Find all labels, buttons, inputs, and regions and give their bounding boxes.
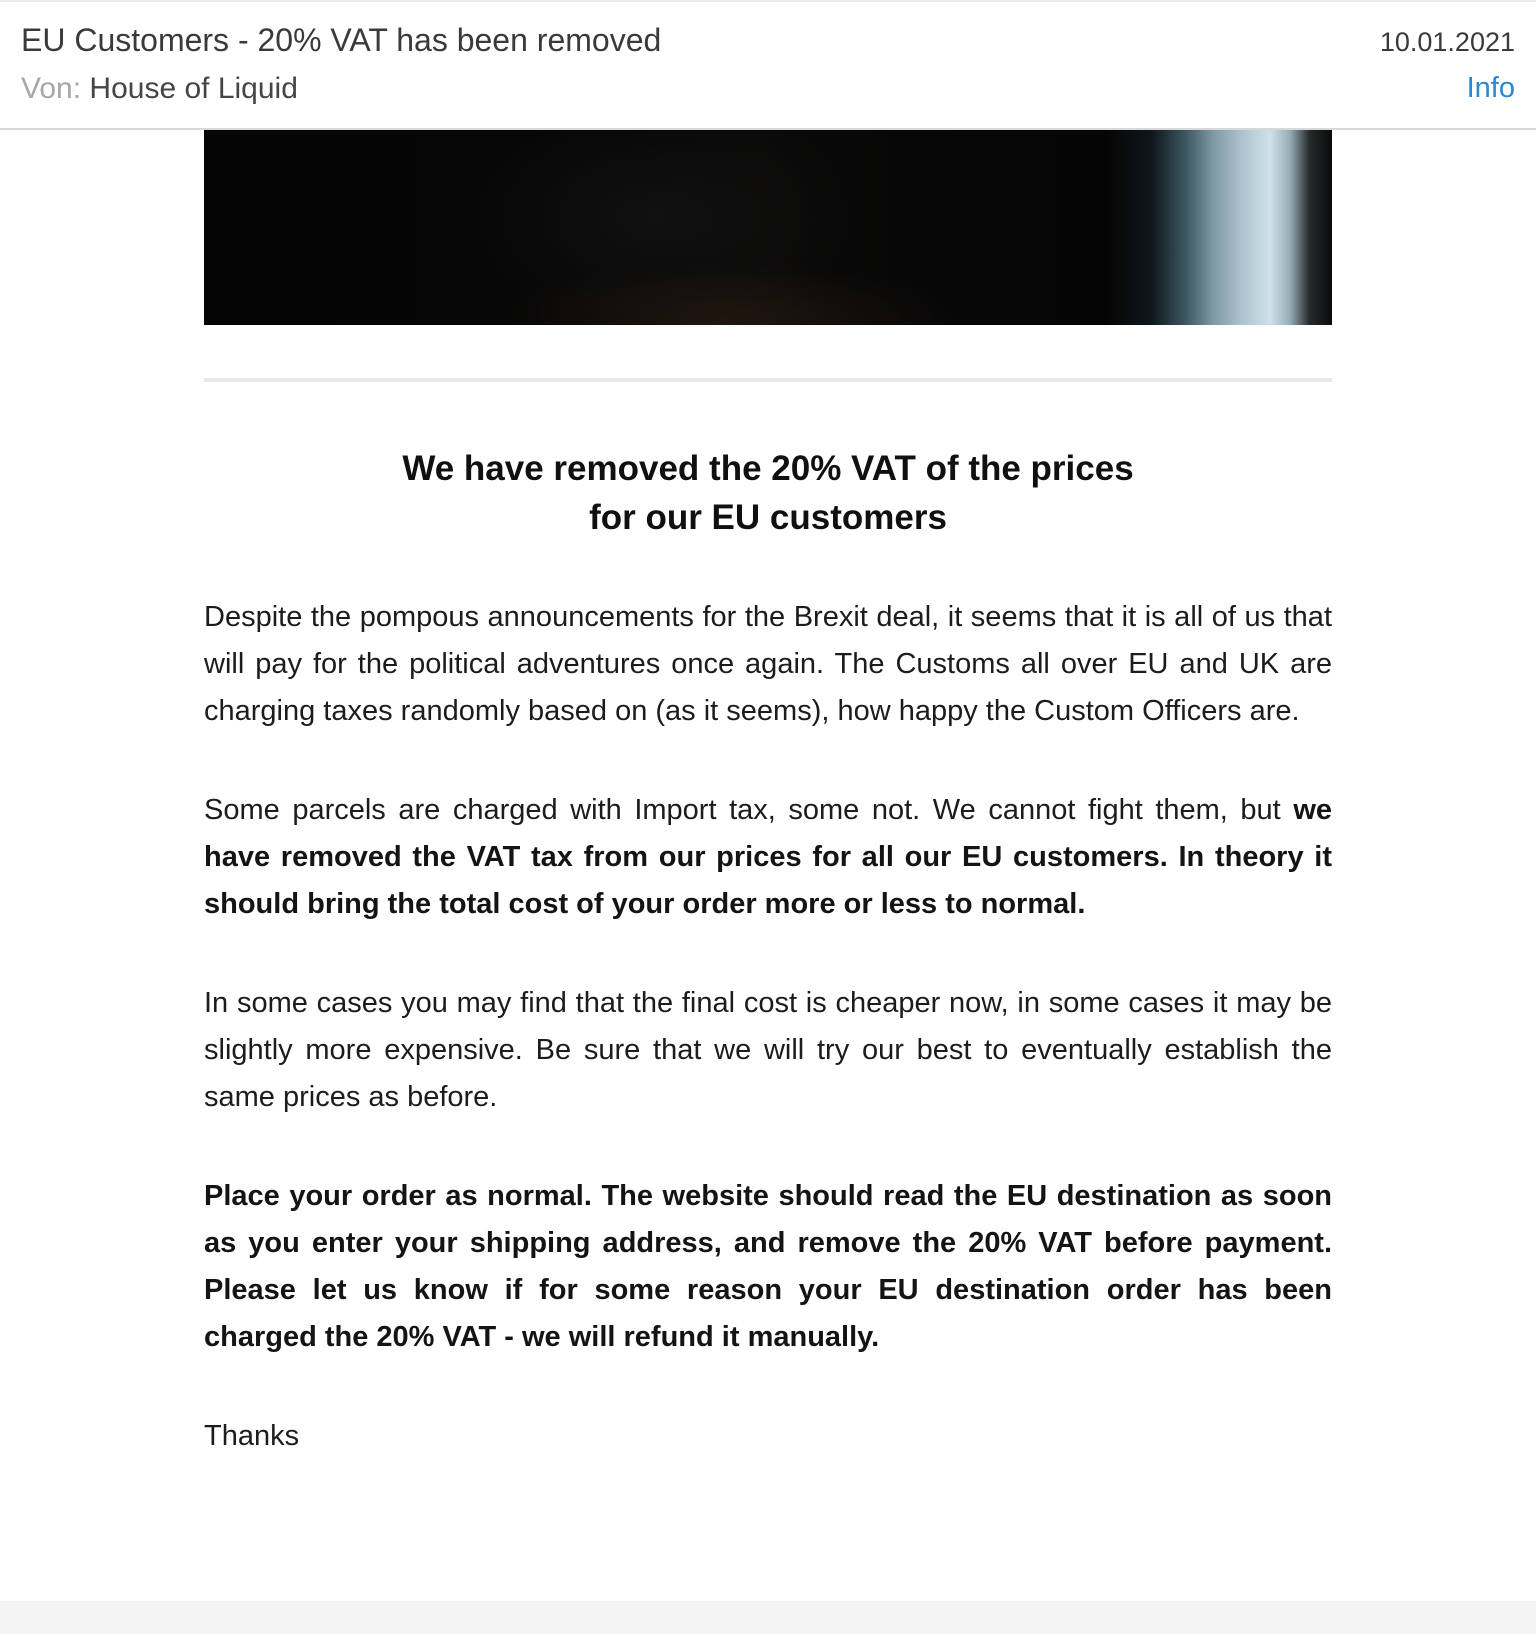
subject-row: [21, 22, 1515, 59]
email-heading: [204, 444, 1332, 542]
email-text: [204, 594, 1332, 1460]
info-link[interactable]: Info: [1466, 72, 1515, 104]
paragraph-vat-removed: [204, 787, 1332, 928]
paragraph-brexit: Despite the pompous announcements for the Brexit deal, it seems that it is all of us that will pay for the political adventures once again. The Customs all over EU and UK are charging taxes randomly based on (as it seems), how happy the Custom Officers are.: [204, 601, 1332, 727]
sender-line: [21, 72, 298, 106]
paragraph-vat-bold-text: we have removed the VAT tax from our prices for all our EU customers. In theory it should bring the total cost of your order more or less to normal.: [204, 794, 1332, 920]
from-row: [21, 72, 1515, 106]
footer-strip: [0, 1601, 1536, 1634]
heading-line-1: We have removed the 20% VAT of the prices: [402, 449, 1134, 488]
paragraph-order-instructions: Place your order as normal. The website should read the EU destination as soon as you enter your shipping address, and remove the 20% VAT before payment. Please let us know if for some reason your EU destination order has been charged the 20% VAT - we will refund it manually.: [204, 1180, 1332, 1353]
email-date: 10.01.2021: [1379, 27, 1515, 57]
email-subject: EU Customers - 20% VAT has been removed: [21, 22, 662, 58]
hero-image[interactable]: [204, 130, 1332, 325]
heading-line-2: for our EU customers: [589, 498, 947, 537]
message-header: [0, 0, 1536, 130]
sender-name-text: House of Liquid: [89, 72, 298, 105]
divider: [204, 378, 1332, 382]
closing: Thanks: [204, 1420, 300, 1452]
email-body: [204, 130, 1332, 1460]
paragraph-prices: In some cases you may find that the final cost is cheaper now, in some cases it may be slightly more expensive. Be sure that we will try our best to eventually establish the same prices as before.: [204, 987, 1332, 1113]
paragraph-vat-normal-text: Some parcels are charged with Import tax, some not. We cannot fight them, but: [204, 794, 1294, 826]
from-label: Von:: [21, 72, 82, 105]
